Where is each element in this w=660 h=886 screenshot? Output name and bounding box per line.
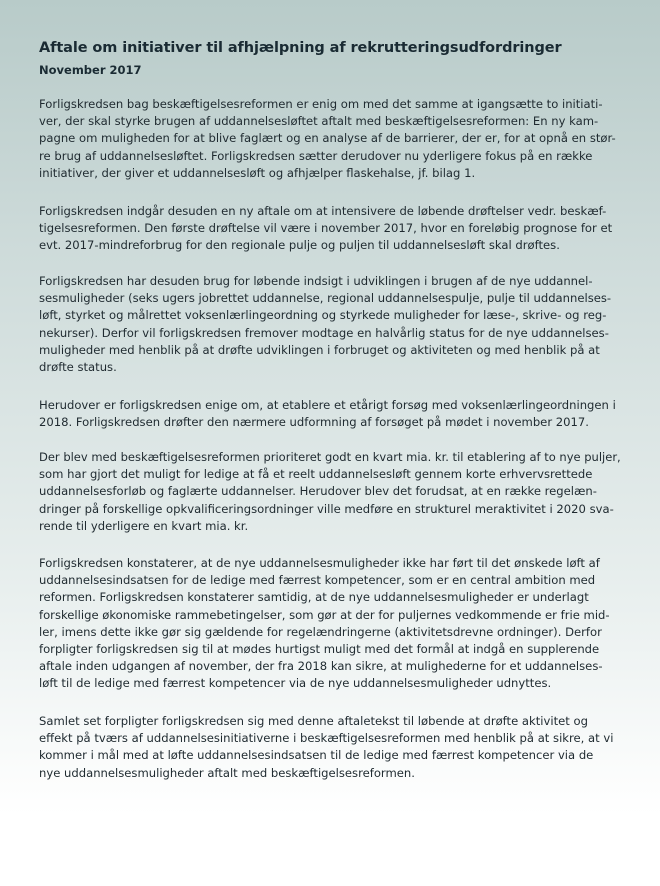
text-line: evt. 2017-mindreforbrug for den regionale pulje og puljen til uddannelsesløft skal drøftes. <box>39 238 560 253</box>
text-line: effekt på tværs af uddannelsesinitiativerne i beskæftigelsesreformen med henblik på at sikre, at vi <box>39 731 614 746</box>
paragraph-5 <box>39 449 623 535</box>
text-line: sesmuligheder (seks ugers jobrettet uddannelse, regional uddannelsespulje, pulje til uddannelses- <box>39 291 612 306</box>
paragraph-6 <box>39 555 623 693</box>
text-line: dringer på forskellige opkvalificeringsordninger ville medføre en strukturel meraktivitet i 2020 sva- <box>39 501 614 516</box>
text-line: drøfte status. <box>39 360 117 375</box>
text-line: ver, der skal styrke brugen af uddannelsesløftet aftalt med beskæftigelsesreformen: En ny kam- <box>39 114 599 129</box>
text-line: aftale inden udgangen af november, der fra 2018 kan sikre, at mulighederne for et uddannelses- <box>39 659 603 674</box>
text-line: uddannelsesforløb og faglærte uddannelser. Herudover blev det forudsat, at en række regelæn- <box>39 484 597 499</box>
paragraph-4 <box>39 397 623 431</box>
text-line: som har gjort det muligt for ledige at få et reelt uddannelsesløft gennem korte erhvervsrettede <box>39 467 593 482</box>
text-line: 2018. Forligskredsen drøfter den nærmere udformning af forsøget på mødet i november 2017. <box>39 415 589 430</box>
document-date: November 2017 <box>39 63 142 77</box>
text-line: løft til de ledige med færrest kompetencer via de nye uddannelsesmuligheder udnyttes. <box>39 676 552 691</box>
text-line: forskellige økonomiske rammebetingelser, som gør at der for puljernes vedkommende er frie mid- <box>39 607 610 622</box>
text-line: nye uddannelsesmuligheder aftalt med beskæftigelsesreformen. <box>39 765 415 780</box>
text-line: Forligskredsen konstaterer, at de nye uddannelsesmuligheder ikke har ført til det ønskede løft af <box>39 556 600 570</box>
text-line: muligheder med henblik på at drøfte udviklingen i forbruget og aktiviteten og med henblik på at <box>39 342 600 357</box>
text-line: re brug af uddannelsesløftet. Forligskredsen sætter derudover nu yderligere fokus på en række <box>39 148 593 163</box>
text-line: pagne om muligheden for at blive faglært og en analyse af de barrierer, der er, for at opnå en stør- <box>39 131 616 146</box>
text-line: reformen. Forligskredsen konstaterer samtidig, at de nye uddannelsesmuligheder er underlagt <box>39 590 589 605</box>
document-title: Aftale om initiativer til afhjælpning af rekrutteringsudfordringer <box>39 40 562 56</box>
text-line: Forligskredsen har desuden brug for løbende indsigt i udviklingen i brugen af de nye uddannel- <box>39 274 593 288</box>
text-line: Samlet set forpligter forligskredsen sig med denne aftaletekst til løbende at drøfte aktivitet og <box>39 714 588 728</box>
text-line: Forligskredsen indgår desuden en ny aftale om at intensivere de løbende drøftelser vedr. beskæf- <box>39 204 607 218</box>
paragraph-3 <box>39 273 623 376</box>
text-line: kommer i mål med at løfte uddannelsesindsatsen til de ledige med færrest kompetencer via de <box>39 748 594 763</box>
text-line: Herudover er forligskredsen enige om, at etablere et etårigt forsøg med voksenlærlingeordningen i <box>39 398 616 412</box>
text-line: rende til yderligere en kvart mia. kr. <box>39 518 249 533</box>
text-line: tigelsesreformen. Den første drøftelse vil være i november 2017, hvor en foreløbig prognose for et <box>39 221 613 236</box>
text-line: ler, imens dette ikke gør sig gældende for regelændringerne (aktivitetsdrevne ordninger). Derfor <box>39 624 602 639</box>
text-line: uddannelsesindsatsen for de ledige med færrest kompetencer, som er en central ambition med <box>39 573 596 588</box>
text-line: nekurser). Derfor vil forligskredsen fremover modtage en halvårlig status for de nye uddannelses- <box>39 325 609 340</box>
paragraph-7 <box>39 713 623 782</box>
paragraph-2 <box>39 203 623 255</box>
text-line: Der blev med beskæftigelsesreformen prioriteret godt en kvart mia. kr. til etablering af to nye puljer, <box>39 450 621 464</box>
text-line: løft, styrket og målrettet voksenlærlingeordning og styrkede muligheder for læse-, skrive- og reg- <box>39 308 607 323</box>
text-line: initiativer, der giver et uddannelsesløft og afhjælper flaskehalse, jf. bilag 1. <box>39 165 476 180</box>
text-line: forpligter forligskredsen sig til at mødes hurtigst muligt med det formål at indgå en supplerende <box>39 642 600 657</box>
text-line: Forligskredsen bag beskæftigelsesreformen er enig om med det samme at igangsætte to initiati- <box>39 97 603 111</box>
paragraph-1 <box>39 96 623 182</box>
